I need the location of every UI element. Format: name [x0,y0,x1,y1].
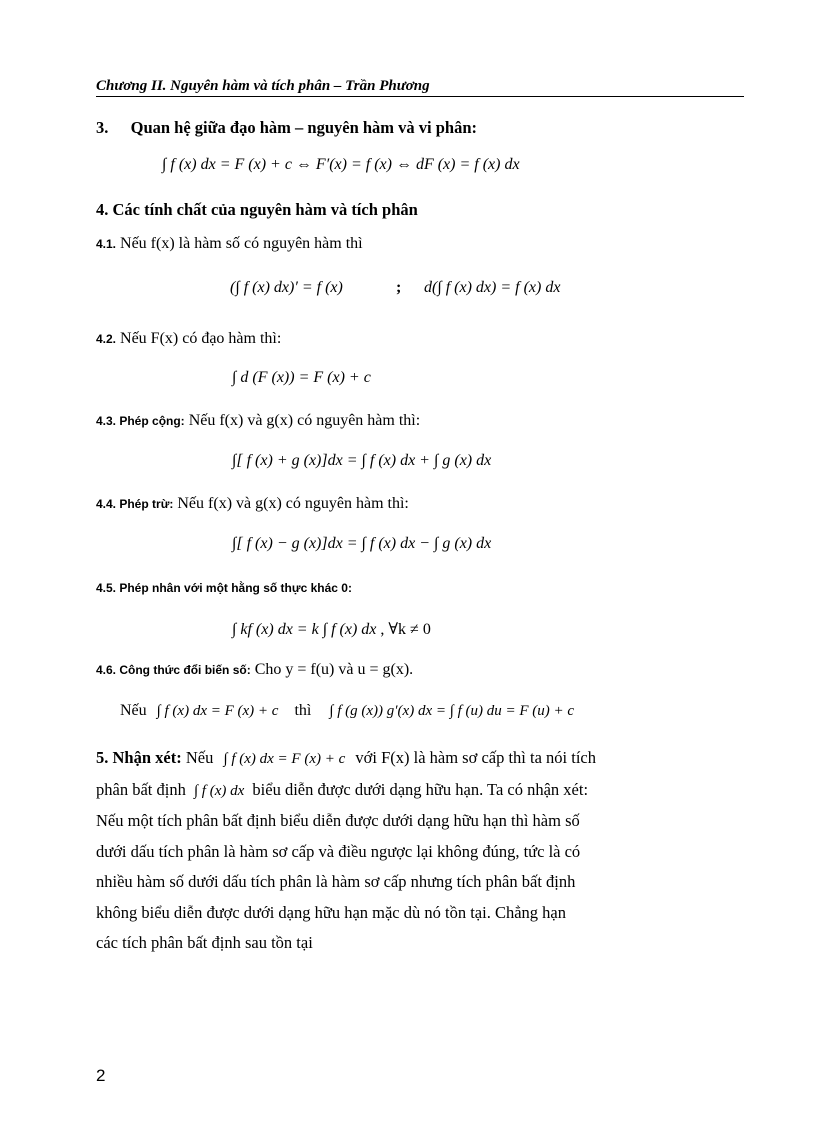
remark-line-6: không biểu diễn được dưới dạng hữu hạn mặc dù nó tồn tại. Chẳng hạn [96,902,566,922]
remark-formula-2: ∫ f (x) dx [193,782,245,799]
remark-word: định [211,933,241,952]
property-4-1-text: Nếu f(x) là hàm số có nguyên hàm thì [120,235,363,252]
remark-word: tại [296,933,313,952]
section-3-formula: ∫ f (x) dx = F (x) + c ⇔ F′(x) = f (x) ⇔ dF (x) = f (x) dx [162,156,520,173]
remark-formula-1: ∫ f (x) dx = F (x) + c [223,751,346,767]
remark-word: tích [122,933,147,952]
remark-line-1-a: Nếu [185,748,214,767]
remark-line-3: Nếu một tích phân bất định biểu diễn được dưới dạng hữu hạn thì hàm số [96,811,580,830]
property-4-5-condition: , ∀k ≠ 0 [380,621,431,638]
remark-word: sau [244,933,267,952]
section-3-number: 3. [96,118,109,137]
property-4-1-formula-left: (∫ f (x) dx)′ = f (x) [230,279,343,296]
property-4-2-formula: ∫ d (F (x)) = F (x) + c [232,369,371,386]
remark-label: 5. Nhận xét: [96,748,182,767]
remark-line-2-b: biểu diễn được dưới dạng hữu hạn. Ta có nhận xét: [252,779,589,799]
property-4-4-label: 4.4. Phép trừ: [96,497,174,511]
property-4-3-label: 4.3. Phép cộng: [96,414,185,428]
property-4-6-formula-then: ∫ f (g (x)) g′(x) dx = ∫ f (u) du = F (u) + c [329,703,575,719]
section-3-title: Quan hệ giữa đạo hàm – nguyên hàm và vi phân: [130,118,478,137]
remark-line-1 [96,743,744,775]
section-3-heading [96,118,477,138]
property-4-6-text: Cho y = f(u) và u = g(x). [254,661,414,678]
property-4-6-if: Nếu [120,702,147,719]
property-4-6-label: 4.6. Công thức đổi biến số: [96,663,251,677]
property-4-1-separator: ; [396,279,402,296]
property-4-2-label: 4.2. [96,332,117,346]
remark-line-1-b: với F(x) là hàm sơ cấp thì ta nói tích [355,748,597,767]
property-4-4-text: Nếu f(x) và g(x) có nguyên hàm thì: [177,495,409,512]
property-4-6-then: thì [294,702,312,719]
remark-line-4: dưới dấu tích phân là hàm sơ cấp và điều ngược lại không đúng, tức là có [96,841,581,861]
remark-line-2-a: phân bất định [96,779,186,799]
remark-word: các [96,933,118,952]
property-4-6-formula-if: ∫ f (x) dx = F (x) + c [156,703,279,719]
remark-line-2 [96,775,744,807]
remark-word: phân [150,933,184,952]
remark-line-5: nhiều hàm số dưới dấu tích phân là hàm sơ cấp nhưng tích phân bất định [96,872,576,891]
remark-line-7 [96,928,744,959]
property-4-4-formula: ∫[ f (x) − g (x)]dx = ∫ f (x) dx − ∫ g (x) dx [232,535,492,552]
property-4-5-formula: ∫ kf (x) dx = k ∫ f (x) dx [232,621,377,638]
remark-word: bất [187,933,208,952]
property-4-5-row [232,619,431,639]
property-4-5-label: 4.5. Phép nhân với một hằng số thực khác 0: [96,581,352,595]
header-rule [96,96,744,97]
property-4-1 [96,235,363,253]
property-4-6-formula-row [120,702,574,720]
property-4-6 [96,661,413,679]
property-4-1-formula-right: d(∫ f (x) dx) = f (x) dx [424,279,561,296]
property-4-2 [96,330,281,348]
property-4-1-label: 4.1. [96,237,117,251]
property-4-4 [96,495,409,513]
property-4-2-text: Nếu F(x) có đạo hàm thì: [120,330,282,347]
property-4-3-formula: ∫[ f (x) + g (x)]dx = ∫ f (x) dx + ∫ g (x) dx [232,452,492,469]
remark-paragraph [96,743,744,959]
section-4-heading: 4. Các tính chất của nguyên hàm và tích phân [96,200,418,219]
page-number: 2 [96,1066,106,1085]
remark-word: tồn [271,933,293,952]
property-4-3 [96,412,420,430]
page-header: Chương II. Nguyên hàm và tích phân – Trần Phương [96,78,430,94]
property-4-3-text: Nếu f(x) và g(x) có nguyên hàm thì: [188,412,421,429]
